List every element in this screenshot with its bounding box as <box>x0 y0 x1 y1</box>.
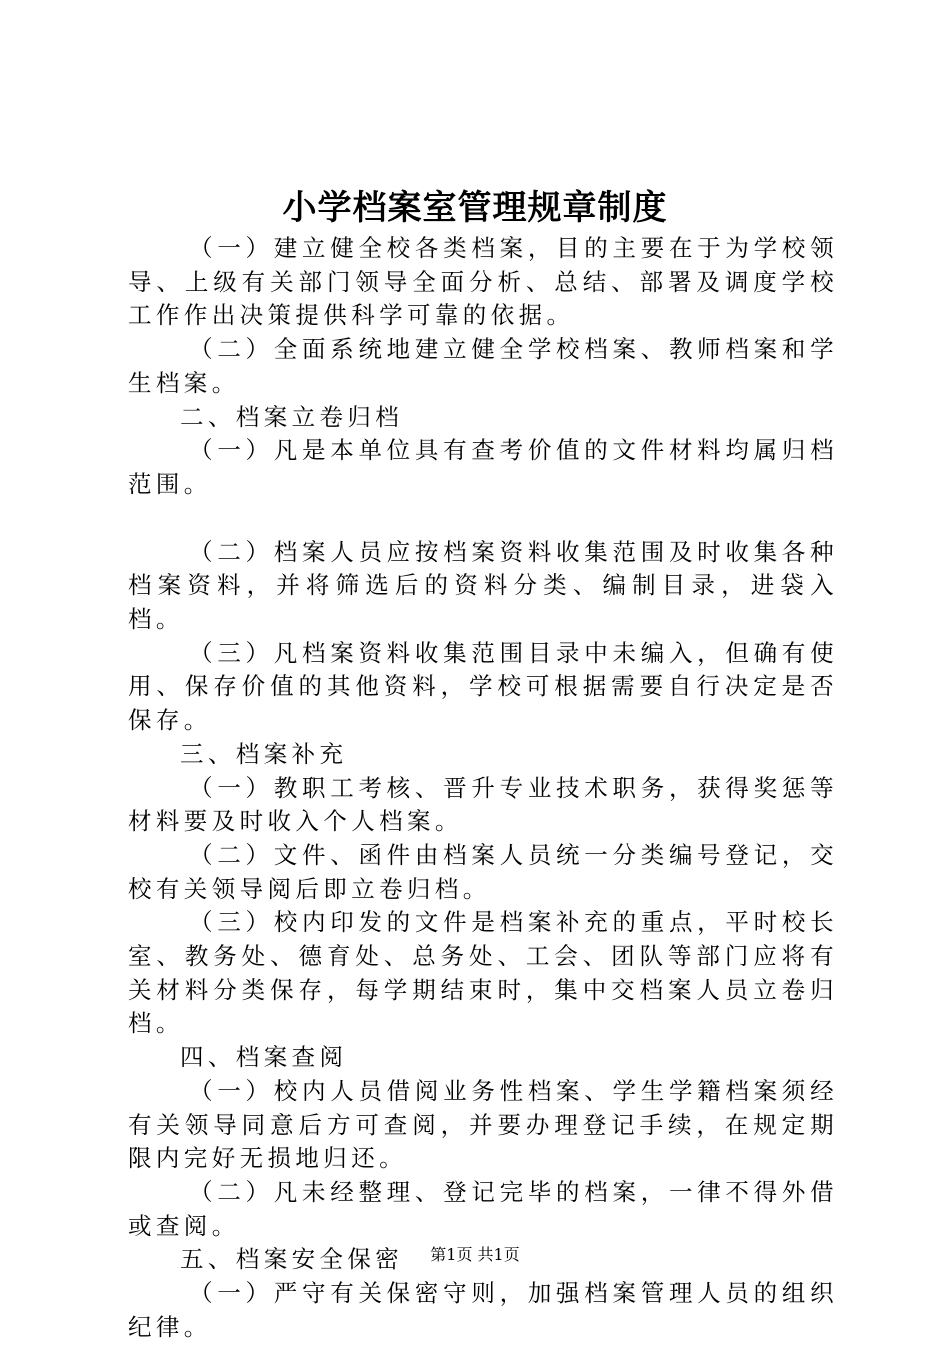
paragraph-2-3: （三）凡档案资料收集范围目录中未编入，但确有使用、保存价值的其他资料，学校可根据需要自行决定是否保存。 <box>128 638 838 735</box>
paragraph-2-1: （一）凡是本单位具有查考价值的文件材料均属归档范围。 <box>128 436 838 498</box>
paragraph-5-1: （一）严守有关保密守则，加强档案管理人员的组织纪律。 <box>128 1279 838 1341</box>
paragraph-4-1: （一）校内人员借阅业务性档案、学生学籍档案须经有关领导同意后方可查阅，并要办理登记手续，在规定期限内完好无损地归还。 <box>128 1076 838 1173</box>
document-body <box>128 232 838 1345</box>
section-heading-5: 五、档案安全保密 <box>180 1245 404 1274</box>
paragraph-4-2: （二）凡未经整理、登记完毕的档案，一律不得外借或查阅。 <box>128 1177 838 1240</box>
paragraph-3-3: （三）校内印发的文件是档案补充的重点，平时校长室、教务处、德育处、总务处、工会、团队等部门应将有关材料分类保存，每学期结束时，集中交档案人员立卷归档。 <box>128 908 838 1038</box>
paragraph-3-1: （一）教职工考核、晋升专业技术职务，获得奖惩等材料要及时收入个人档案。 <box>128 773 838 836</box>
document-title: 小学档案室管理规章制度 <box>282 188 668 228</box>
page-footer: 第1页 共1页 <box>430 1245 520 1264</box>
blank-line <box>128 502 838 536</box>
paragraph-2-2: （二）档案人员应按档案资料收集范围及时收集各种档案资料，并将筛选后的资料分类、编制目录，进袋入档。 <box>128 537 838 634</box>
paragraph-3-2: （二）文件、函件由档案人员统一分类编号登记，交校有关领导阅后即立卷归档。 <box>128 840 838 903</box>
section-heading-3: 三、档案补充 <box>180 739 348 768</box>
paragraph-1-1: （一）建立健全校各类档案，目的主要在于为学校领导、上级有关部门领导全面分析、总结、部署及调度学校工作作出决策提供科学可靠的依据。 <box>128 234 838 330</box>
section-heading-4: 四、档案查阅 <box>180 1043 348 1072</box>
section-heading-2: 二、档案立卷归档 <box>180 402 404 431</box>
paragraph-1-2: （二）全面系统地建立健全学校档案、教师档案和学生档案。 <box>128 335 838 397</box>
